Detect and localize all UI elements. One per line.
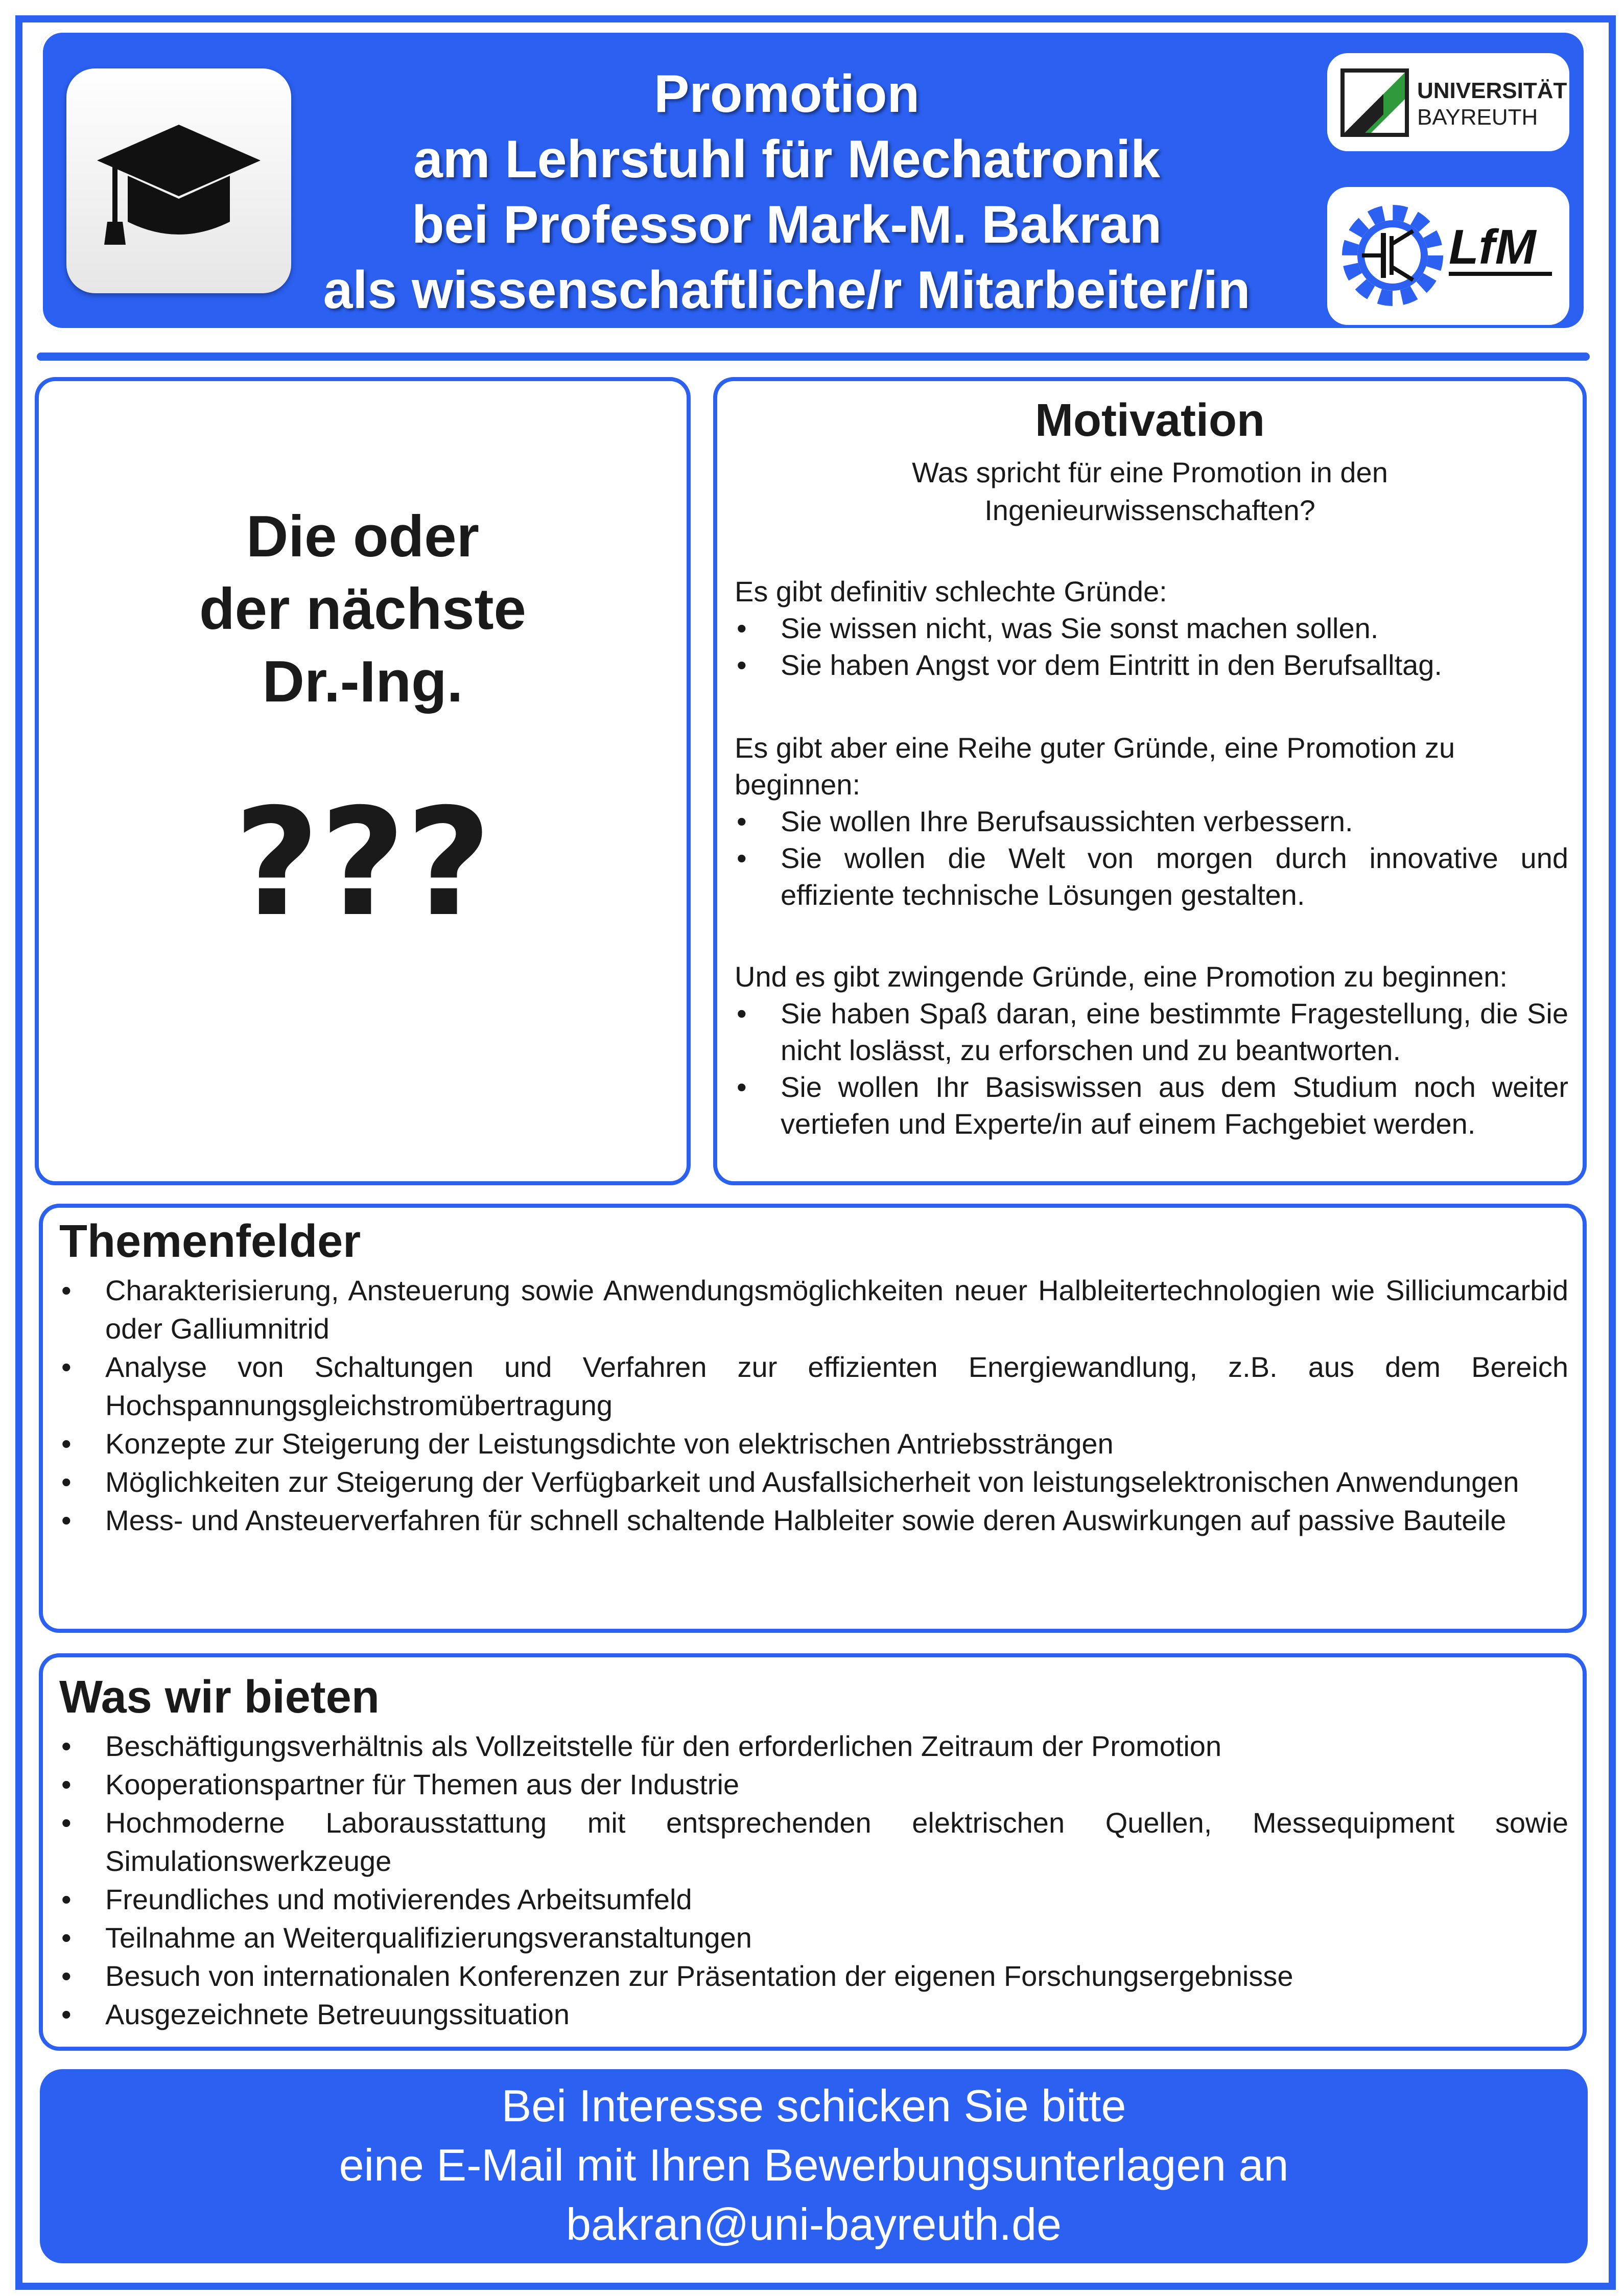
list-item: • Sie haben Angst vor dem Eintritt in den Berufsalltag.	[735, 647, 1568, 684]
headline-line-3: Dr.-Ing.	[262, 649, 463, 714]
list-item: • Sie wollen Ihre Berufsaussichten verbessern.	[735, 803, 1568, 840]
motivation-group-1	[735, 573, 1568, 684]
title-line-3: bei Professor Mark-M. Bakran	[411, 195, 1162, 254]
list-item: • Teilnahme an Weiterqualifizierungsveranstaltungen	[59, 1918, 1568, 1957]
list-item: • Konzepte zur Steigerung der Leistungsdichte von elektrischen Antriebssträngen	[59, 1424, 1568, 1463]
graduation-cap-icon	[66, 68, 291, 293]
title-line-2: am Lehrstuhl für Mechatronik	[413, 130, 1160, 189]
motivation-title: Motivation	[1035, 395, 1265, 446]
motivation-subtitle-line-1: Was spricht für eine Promotion in den	[912, 456, 1388, 488]
bieten-title: Was wir bieten	[59, 1672, 380, 1723]
themenfelder-list	[59, 1271, 1568, 1539]
motivation-group-lead: Es gibt definitiv schlechte Gründe:	[735, 575, 1167, 607]
footer-line-2: eine E-Mail mit Ihren Bewerbungsunterlagen an	[339, 2140, 1289, 2190]
university-logo-line1: UNIVERSITÄT	[1417, 78, 1567, 103]
page-title	[307, 61, 1267, 323]
university-logo-svg	[1327, 53, 1569, 151]
list-item: • Besuch von internationalen Konferenzen zur Präsentation der eigenen Forschungsergebnisse	[59, 1957, 1568, 1995]
university-logo-line2: BAYREUTH	[1417, 105, 1538, 130]
list-item: • Sie wollen Ihr Basiswissen aus dem Studium noch weiter vertiefen und Experte/in auf einem Fachgebiet werden.	[735, 1069, 1568, 1142]
list-item: • Mess- und Ansteuerverfahren für schnell schaltende Halbleiter sowie deren Auswirkungen auf passive Bauteile	[59, 1501, 1568, 1539]
header-divider	[37, 353, 1590, 361]
title-line-1: Promotion	[654, 64, 920, 124]
chair-logo	[1327, 187, 1569, 325]
list-item: • Kooperationspartner für Themen aus der Industrie	[59, 1765, 1568, 1803]
contact-email-link[interactable]: bakran@uni-bayreuth.de	[566, 2199, 1062, 2250]
motivation-group-2	[735, 730, 1568, 913]
list-item: • Sie haben Spaß daran, eine bestimmte Fragestellung, die Sie nicht loslässt, zu erforschen und zu beantworten.	[735, 995, 1568, 1069]
motivation-group-lead: Es gibt aber eine Reihe guter Gründe, eine Promotion zu beginnen:	[735, 732, 1455, 801]
motivation-group-3	[735, 958, 1568, 1142]
list-item: • Sie wollen die Welt von morgen durch innovative und effiziente technische Lösungen gestalten.	[735, 840, 1568, 913]
list-item: • Hochmoderne Laborausstattung mit entsprechenden elektrischen Quellen, Messequipment sowie Simulationswerkzeuge	[59, 1803, 1568, 1880]
headline-line-2: der nächste	[199, 577, 526, 642]
university-logo	[1327, 53, 1569, 151]
list-item: • Möglichkeiten zur Steigerung der Verfügbarkeit und Ausfallsicherheit von leistungselektronischen Anwendungen	[59, 1463, 1568, 1501]
question-marks: ???	[233, 777, 492, 949]
headline-line-1: Die oder	[246, 504, 480, 569]
chair-logo-svg	[1327, 187, 1569, 325]
headline-text	[35, 501, 691, 718]
motivation-subtitle	[713, 454, 1587, 529]
list-item: • Analyse von Schaltungen und Verfahren zur effizienten Energiewandlung, z.B. aus dem Bereich Hochspannungsgleichstromübertragung	[59, 1348, 1568, 1424]
bieten-list	[59, 1727, 1568, 2033]
themenfelder-title: Themenfelder	[59, 1216, 361, 1267]
list-item: • Freundliches und motivierendes Arbeitsumfeld	[59, 1880, 1568, 1918]
list-item: • Sie wissen nicht, was Sie sonst machen sollen.	[735, 610, 1568, 647]
motivation-group-lead: Und es gibt zwingende Gründe, eine Promotion zu beginnen:	[735, 960, 1508, 993]
footer-contact	[40, 2076, 1588, 2254]
motivation-subtitle-line-2: Ingenieurwissenschaften?	[984, 494, 1315, 526]
list-item: • Ausgezeichnete Betreuungssituation	[59, 1995, 1568, 2033]
footer-line-1: Bei Interesse schicken Sie bitte	[501, 2080, 1126, 2131]
title-line-4: als wissenschaftliche/r Mitarbeiter/in	[323, 261, 1251, 320]
chair-logo-text: LfM	[1449, 220, 1536, 274]
list-item: • Beschäftigungsverhältnis als Vollzeitstelle für den erforderlichen Zeitraum der Promotion	[59, 1727, 1568, 1765]
graduation-cap-icon-svg	[66, 68, 291, 293]
list-item: • Charakterisierung, Ansteuerung sowie Anwendungsmöglichkeiten neuer Halbleitertechnologien wie Silliciumcarbid oder Galliumnitrid	[59, 1271, 1568, 1348]
